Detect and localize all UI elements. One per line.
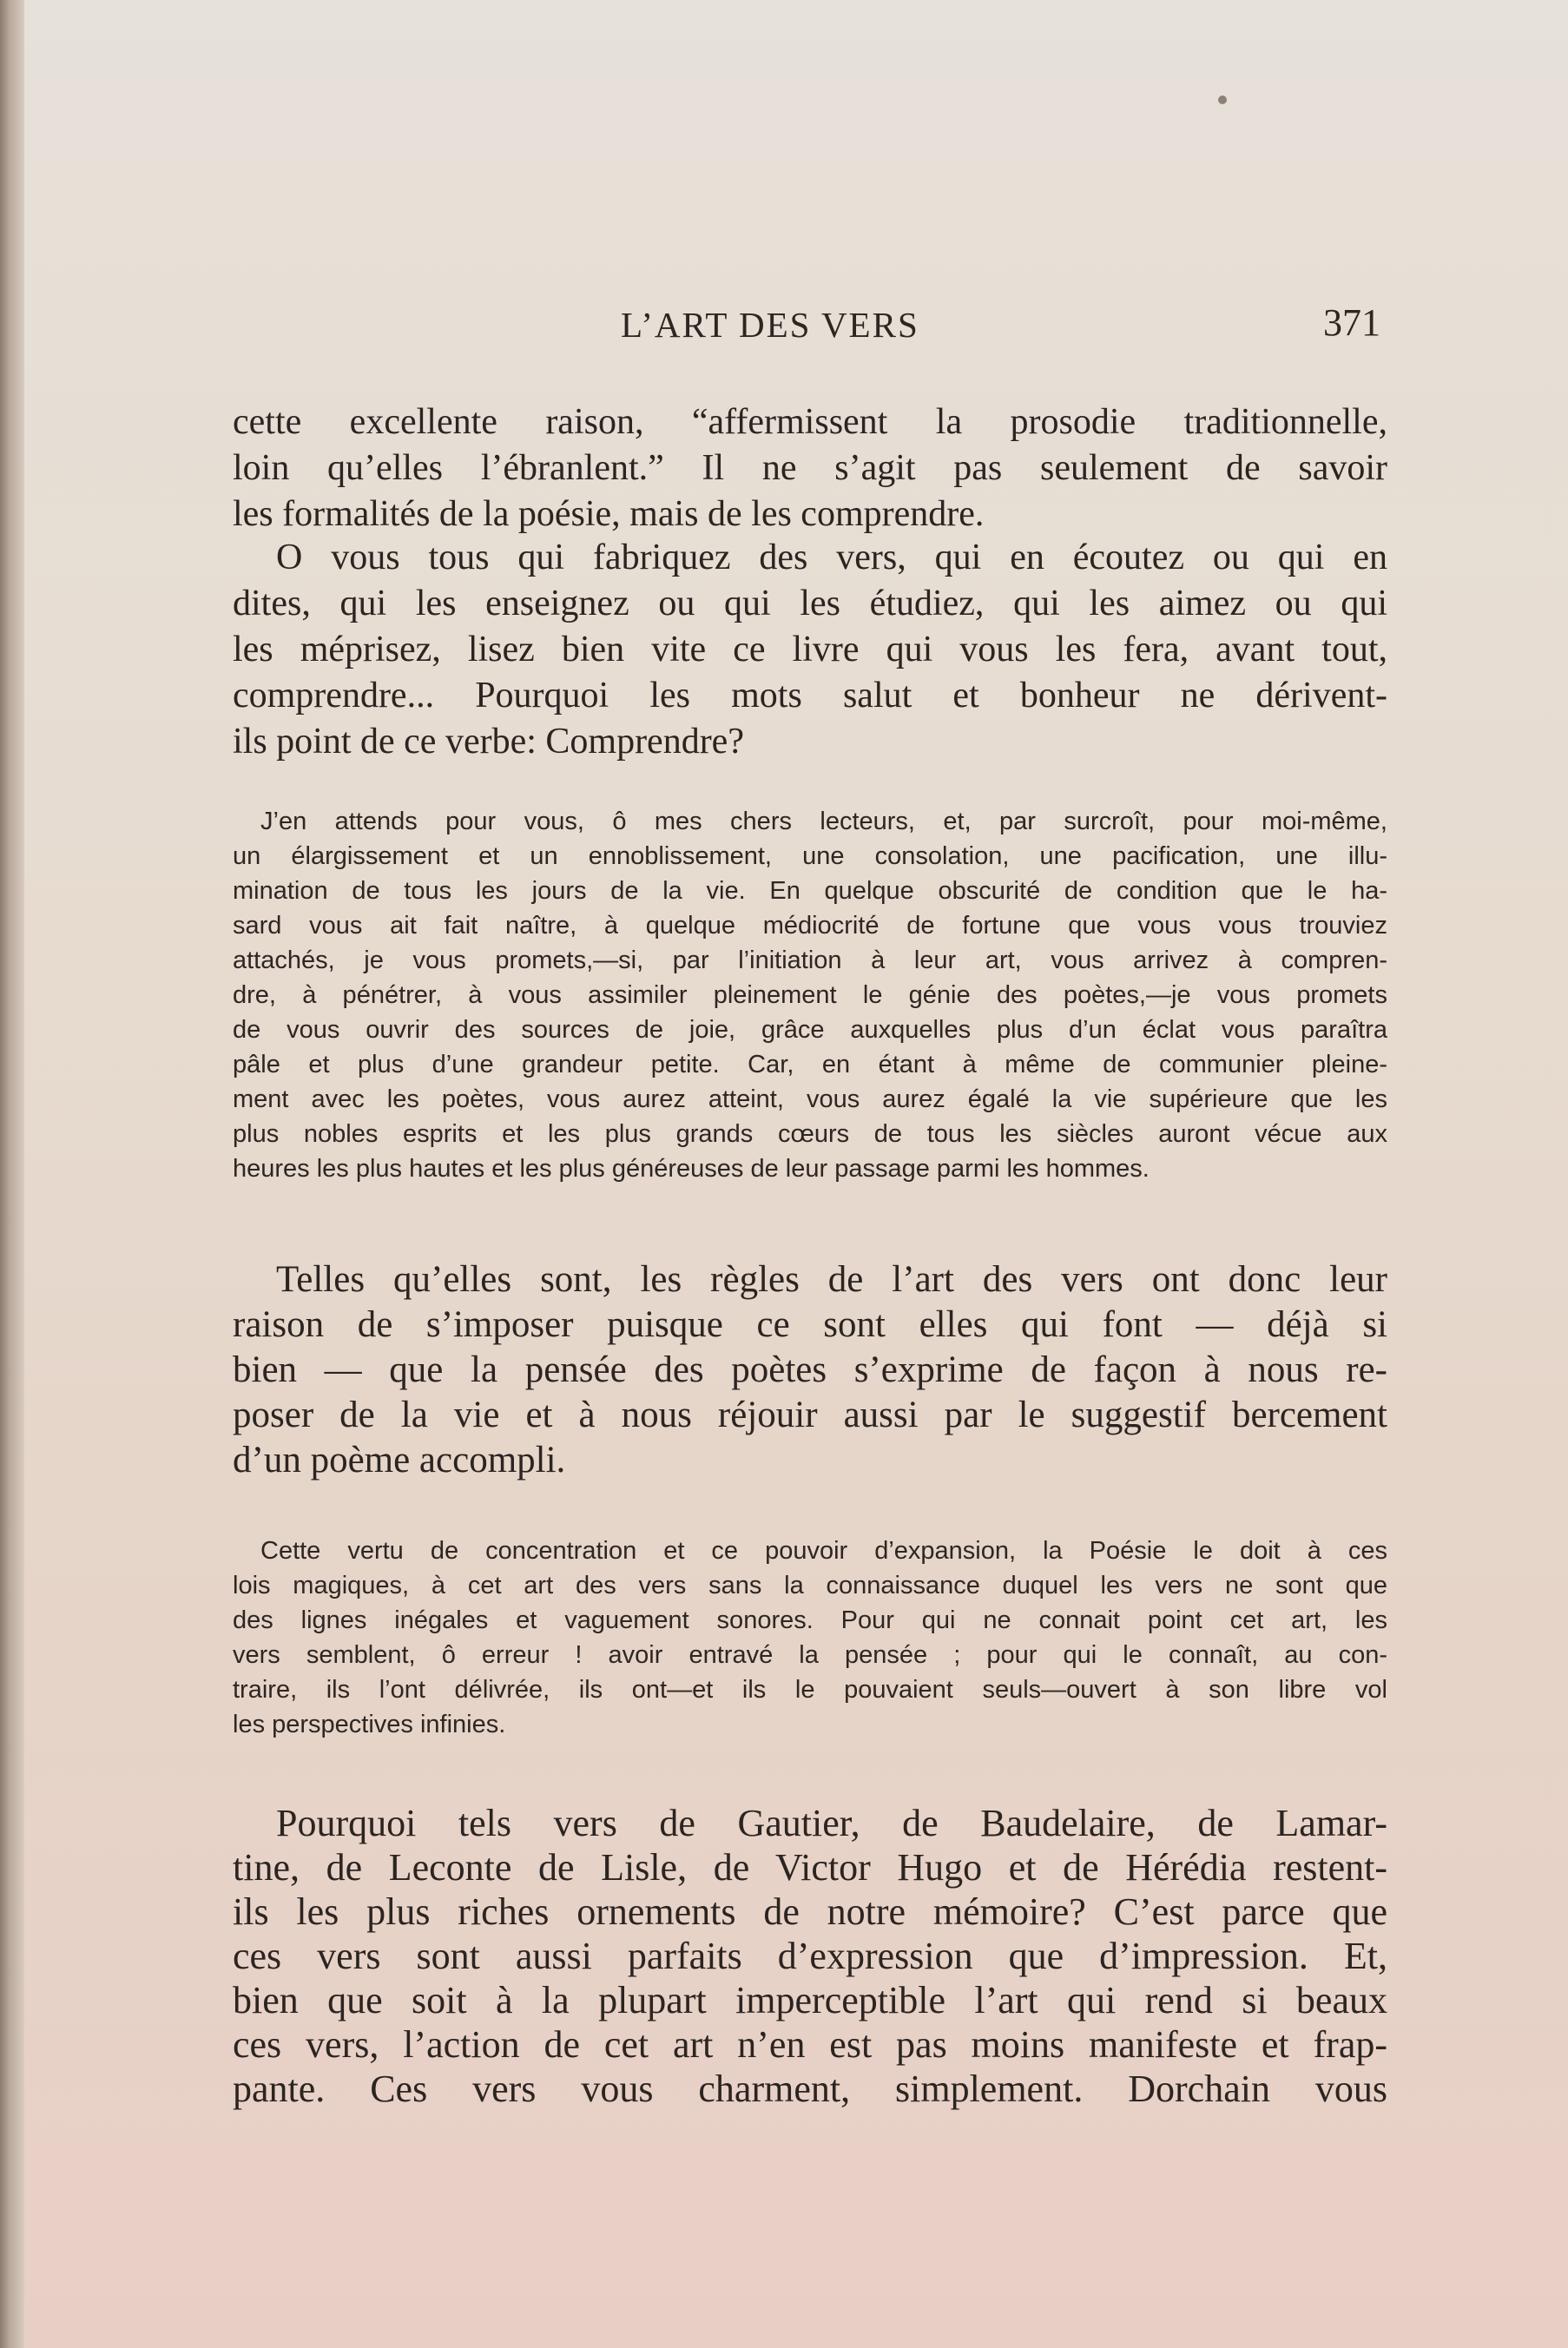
quote-line: de vous ouvrir des sources de joie, grâce auxquelles plus d’un éclat vous paraîtra [233,1016,1387,1044]
text-line: ils point de ce verbe: Comprendre? [233,722,744,762]
quote-line: J’en attends pour vous, ô mes chers lecteurs, et, par surcroît, pour moi-même, [260,808,1387,835]
paragraph-3 [233,1257,1387,1483]
quote-block-2 [233,1533,1387,1742]
paragraph-4 [233,1801,1387,2111]
quote-line: pâle et plus d’une grandeur petite. Car, en étant à même de communier pleine- [233,1051,1387,1078]
quote-line: lois magiques, à cet art des vers sans la connaissance duquel les vers ne sont que [233,1572,1387,1599]
paragraph-2 [233,535,1387,765]
text-line: raison de s’imposer puisque ce sont elles qui font — déjà si [233,1304,1387,1345]
text-line: d’un poème accompli. [233,1440,566,1481]
quote-block-1 [233,804,1387,1186]
page-number: 371 [1323,301,1380,344]
text-line: les méprisez, lisez bien vite ce livre qui vous les fera, avant tout, [233,630,1387,669]
quote-line: mination de tous les jours de la vie. En quelque obscurité de condition que le ha- [233,877,1387,905]
paper-speck [1218,96,1227,104]
quote-line: Cette vertu de concentration et ce pouvoir d’expansion, la Poésie le doit à ces [260,1537,1387,1565]
text-line: poser de la vie et à nous réjouir aussi par le suggestif bercement [233,1395,1387,1435]
text-line: bien — que la pensée des poètes s’exprime de façon à nous re- [233,1349,1387,1390]
quote-line: des lignes inégales et vaguement sonores. Pour qui ne connait point cet art, les [233,1606,1387,1634]
quote-line: vers semblent, ô erreur ! avoir entravé la pensée ; pour qui le connaît, au con- [233,1641,1387,1669]
text-line: ils les plus riches ornements de notre mémoire? C’est parce que [233,1890,1387,1933]
text-line: bien que soit à la plupart imperceptible l’art qui rend si beaux [233,1979,1387,2022]
running-title: L’ART DES VERS [621,305,919,345]
quote-line: les perspectives infinies. [233,1711,506,1738]
quote-line: plus nobles esprits et les plus grands cœurs de tous les siècles auront vécue aux [233,1120,1387,1148]
text-line: ces vers sont aussi parfaits d’expression que d’impression. Et, [233,1935,1387,1977]
text-line: Pourquoi tels vers de Gautier, de Baudelaire, de Lamar- [276,1802,1387,1844]
text-line: O vous tous qui fabriquez des vers, qui en écoutez ou qui en [276,538,1387,577]
quote-line: traire, ils l’ont délivrée, ils ont—et ils le pouvaient seuls—ouvert à son libre vol [233,1676,1387,1704]
text-line: loin qu’elles l’ébranlent.” Il ne s’agit pas seulement de savoir [233,448,1387,488]
text-line: les formalités de la poésie, mais de les comprendre. [233,494,985,534]
binding-edge [0,0,24,2348]
quote-line: ment avec les poètes, vous aurez atteint, vous aurez égalé la vie supérieure que les [233,1085,1387,1113]
text-line: comprendre... Pourquoi les mots salut et bonheur ne dérivent- [233,676,1387,716]
text-line: dites, qui les enseignez ou qui les étudiez, qui les aimez ou qui [233,584,1387,623]
quote-line: attachés, je vous promets,—si, par l’initiation à leur art, vous arrivez à compren- [233,946,1387,974]
paragraph-1 [233,399,1387,538]
text-line: pante. Ces vers vous charment, simplement. Dorchain vous [233,2068,1387,2110]
text-line: cette excellente raison, “affermissent la prosodie traditionnelle, [233,402,1387,442]
text-line: ces vers, l’action de cet art n’en est pas moins manifeste et frap- [233,2023,1387,2066]
quote-line: dre, à pénétrer, à vous assimiler pleinement le génie des poètes,—je vous promets [233,981,1387,1009]
quote-line: sard vous ait fait naître, à quelque médiocrité de fortune que vous vous trouviez [233,912,1387,940]
text-line: tine, de Leconte de Lisle, de Victor Hugo et de Hérédia restent- [233,1846,1387,1889]
text-line: Telles qu’elles sont, les règles de l’art des vers ont donc leur [276,1259,1387,1300]
quote-line: un élargissement et un ennoblissement, une consolation, une pacification, une illu- [233,842,1387,870]
page-header [234,301,1380,356]
quote-line: heures les plus hautes et les plus généreuses de leur passage parmi les hommes. [233,1155,1150,1183]
